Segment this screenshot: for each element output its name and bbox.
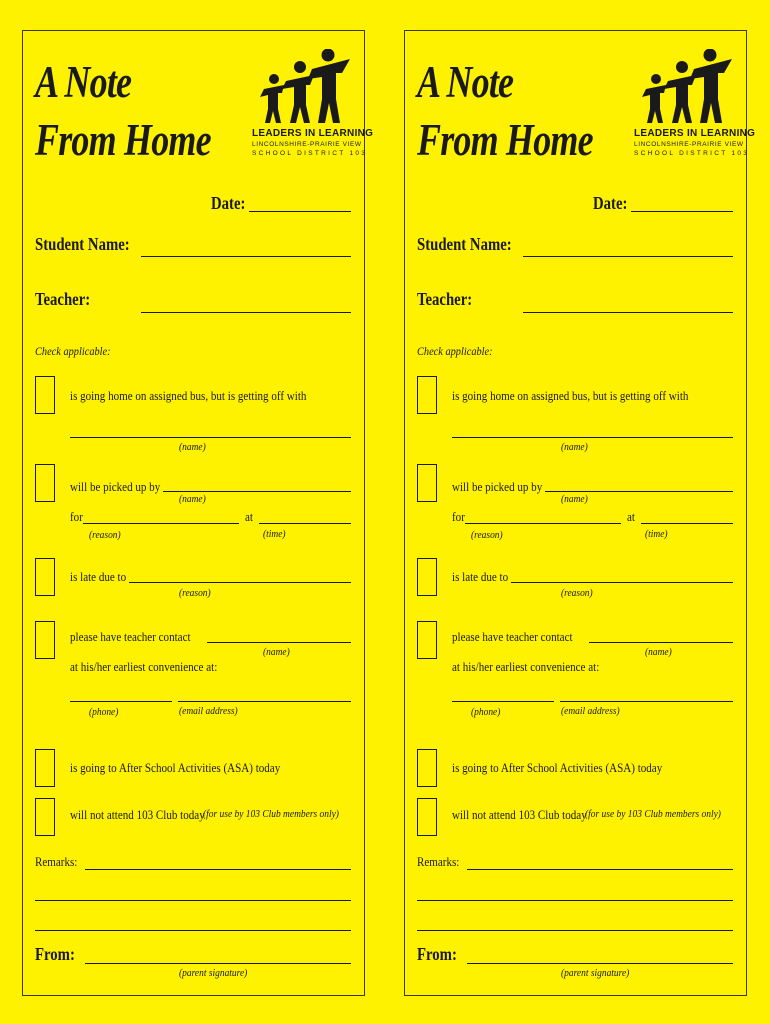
contact-option-label: please have teacher contact [452,629,573,644]
student-name-field[interactable] [523,256,733,257]
bus-option-label: is going home on assigned bus, but is getting off with [452,388,689,403]
contact-phone-hint: (phone) [471,707,501,718]
remarks-label: Remarks: [35,854,78,869]
signature-hint: (parent signature) [179,968,248,979]
contact-phone-field[interactable] [70,701,172,702]
bus-name-field[interactable] [452,437,733,438]
parent-signature-field[interactable] [85,963,351,964]
pickup-reason-field[interactable] [83,523,239,524]
contact-convenience-label: at his/her earliest convenience at: [452,659,600,674]
logo-district: SCHOOL DISTRICT 103 [634,150,750,157]
pickup-for-label: for [70,509,83,524]
remarks-line-1[interactable] [467,869,733,870]
note-slip-right [404,30,756,996]
remarks-label: Remarks: [417,854,460,869]
club-checkbox[interactable] [417,798,437,836]
pickup-time-field[interactable] [641,523,733,524]
contact-name-field[interactable] [589,642,733,643]
contact-name-hint: (name) [645,647,672,658]
leaders-figures-icon [638,49,738,127]
leaders-figures-icon [256,49,356,127]
student-name-field[interactable] [141,256,351,257]
contact-email-field[interactable] [560,701,733,702]
from-label: From: [417,944,457,964]
contact-email-hint: (email address) [179,706,238,717]
title-line-1: A Note [417,57,514,107]
pickup-at-label: at [627,509,635,524]
late-reason-hint: (reason) [561,588,593,599]
pickup-checkbox[interactable] [417,464,437,502]
date-label: Date: [211,193,246,213]
late-reason-field[interactable] [511,582,733,583]
asa-option-label: is going to After School Activities (ASA) today [452,760,663,775]
date-field[interactable] [631,211,733,212]
asa-checkbox[interactable] [417,749,437,787]
contact-phone-field[interactable] [452,701,554,702]
bus-checkbox[interactable] [417,376,437,414]
remarks-line-3[interactable] [35,930,351,931]
late-option-label: is late due to [70,569,127,584]
date-field[interactable] [249,211,351,212]
pickup-time-field[interactable] [259,523,351,524]
teacher-label: Teacher: [417,289,473,309]
contact-checkbox[interactable] [35,621,55,659]
club-checkbox[interactable] [35,798,55,836]
logo-title: LEADERS IN LEARNING [634,128,756,139]
pickup-option-label: will be picked up by [70,479,161,494]
pickup-name-hint: (name) [561,494,588,505]
teacher-label: Teacher: [35,289,91,309]
pickup-reason-field[interactable] [465,523,621,524]
bus-checkbox[interactable] [35,376,55,414]
title-line-2: From Home [417,115,593,165]
signature-hint: (parent signature) [561,968,630,979]
pickup-name-field[interactable] [163,491,351,492]
teacher-field[interactable] [523,312,733,313]
teacher-field[interactable] [141,312,351,313]
bus-option-label: is going home on assigned bus, but is getting off with [70,388,307,403]
logo-subtitle: LINCOLNSHIRE-PRAIRIE VIEW [634,141,744,148]
district-logo [248,49,374,169]
note-slip-left [22,30,374,996]
student-name-label: Student Name: [35,234,130,254]
asa-option-label: is going to After School Activities (ASA) today [70,760,281,775]
district-logo [630,49,756,169]
pickup-time-hint: (time) [263,529,286,540]
title-line-2: From Home [35,115,211,165]
late-checkbox[interactable] [35,558,55,596]
remarks-line-2[interactable] [35,900,351,901]
pickup-reason-hint: (reason) [89,530,121,541]
pickup-name-field[interactable] [545,491,733,492]
remarks-line-2[interactable] [417,900,733,901]
title-line-1: A Note [35,57,132,107]
club-option-label: will not attend 103 Club today [452,807,587,822]
bus-name-hint: (name) [179,442,206,453]
contact-checkbox[interactable] [417,621,437,659]
parent-signature-field[interactable] [467,963,733,964]
remarks-line-1[interactable] [85,869,351,870]
late-reason-field[interactable] [129,582,351,583]
contact-option-label: please have teacher contact [70,629,191,644]
date-label: Date: [593,193,628,213]
asa-checkbox[interactable] [35,749,55,787]
bus-name-field[interactable] [70,437,351,438]
late-checkbox[interactable] [417,558,437,596]
club-note: (for use by 103 Club members only) [585,809,721,820]
late-reason-hint: (reason) [179,588,211,599]
bus-name-hint: (name) [561,442,588,453]
pickup-for-label: for [452,509,465,524]
contact-name-hint: (name) [263,647,290,658]
check-applicable-label: Check applicable: [35,346,111,358]
contact-phone-hint: (phone) [89,707,119,718]
pickup-checkbox[interactable] [35,464,55,502]
pickup-time-hint: (time) [645,529,668,540]
pickup-reason-hint: (reason) [471,530,503,541]
contact-email-field[interactable] [178,701,351,702]
contact-email-hint: (email address) [561,706,620,717]
student-name-label: Student Name: [417,234,512,254]
pickup-name-hint: (name) [179,494,206,505]
contact-name-field[interactable] [207,642,351,643]
contact-convenience-label: at his/her earliest convenience at: [70,659,218,674]
pickup-option-label: will be picked up by [452,479,543,494]
pickup-at-label: at [245,509,253,524]
check-applicable-label: Check applicable: [417,346,493,358]
logo-district: SCHOOL DISTRICT 103 [252,150,368,157]
logo-title: LEADERS IN LEARNING [252,128,374,139]
club-option-label: will not attend 103 Club today [70,807,205,822]
remarks-line-3[interactable] [417,930,733,931]
late-option-label: is late due to [452,569,509,584]
club-note: (for use by 103 Club members only) [203,809,339,820]
logo-subtitle: LINCOLNSHIRE-PRAIRIE VIEW [252,141,362,148]
from-label: From: [35,944,75,964]
